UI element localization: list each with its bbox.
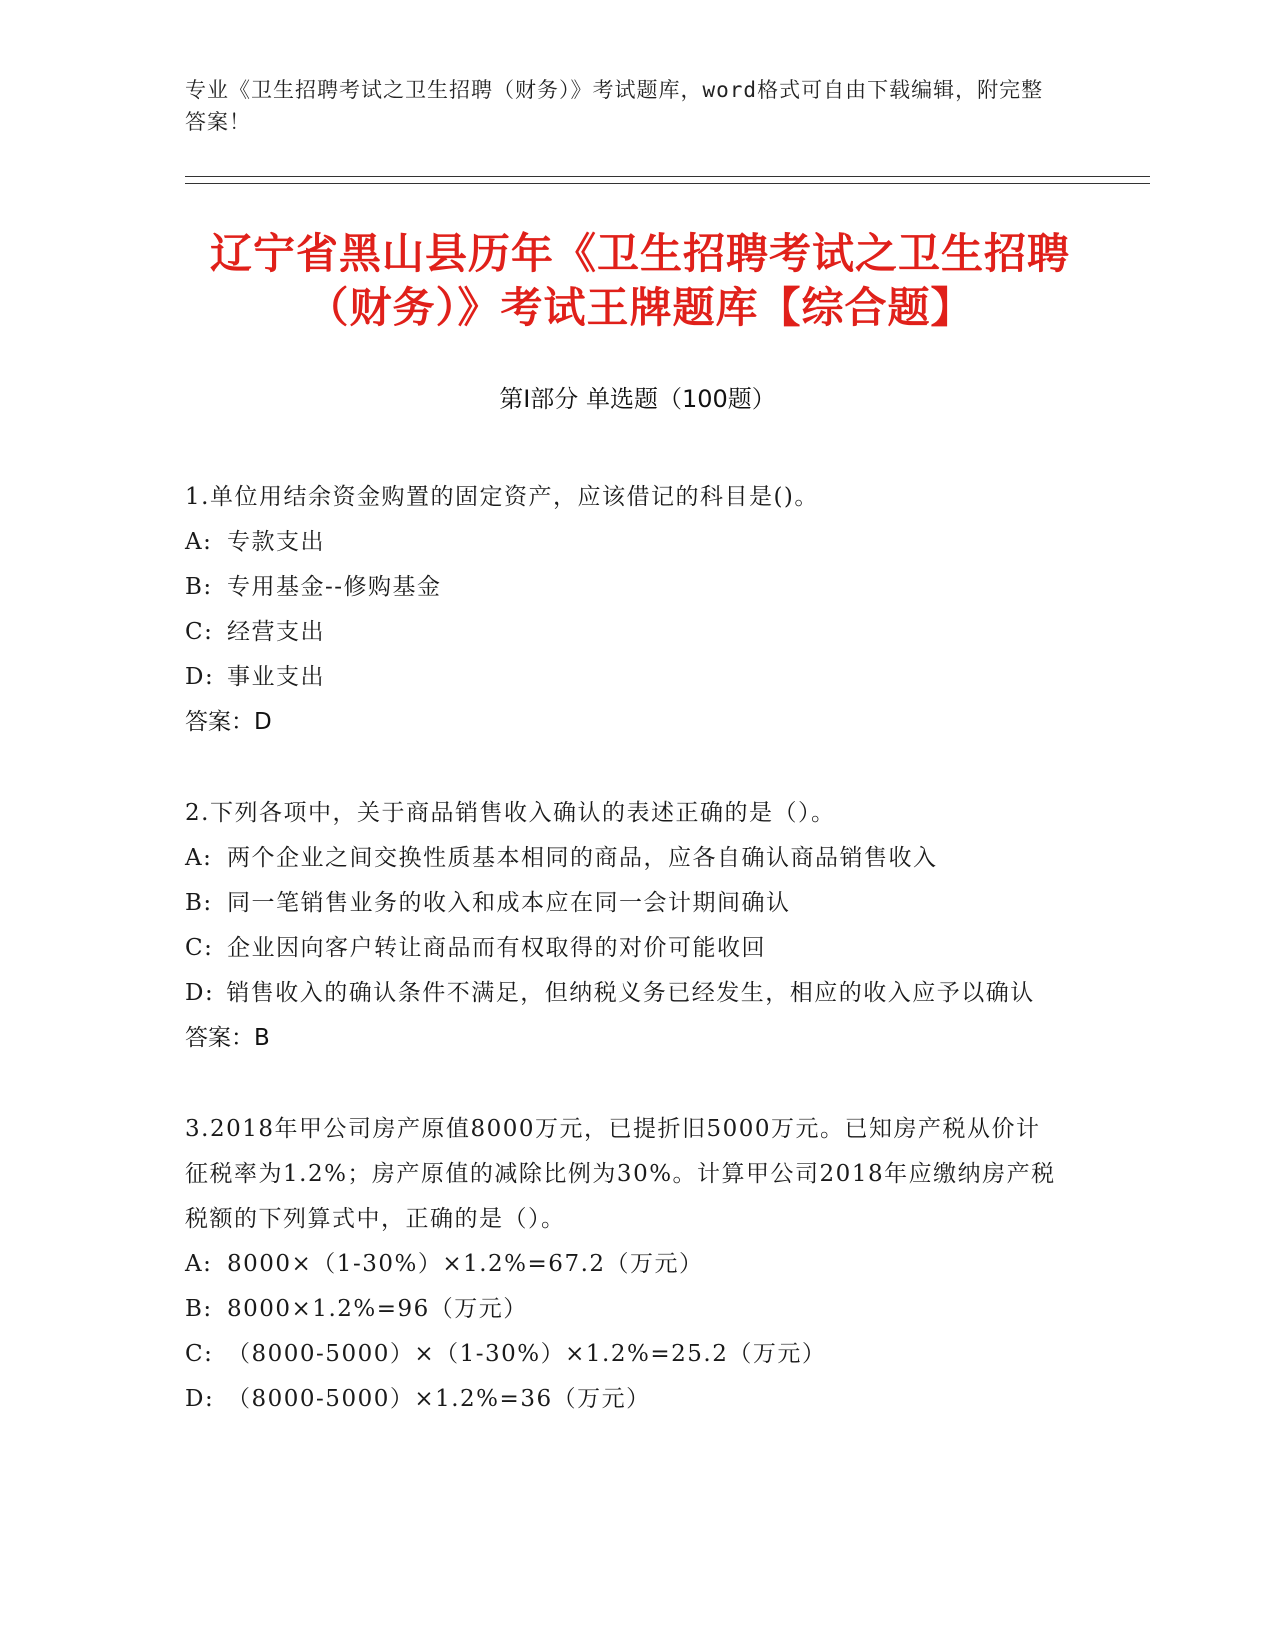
option-text: 企业因向客户转让商品而有权取得的对价可能收回 <box>227 935 766 961</box>
option-key: D: <box>185 1386 215 1412</box>
option-a <box>185 1242 1065 1287</box>
option-text: （8000-5000）×1.2%=36（万元） <box>227 1386 651 1412</box>
option-b <box>185 565 1065 610</box>
option-b <box>185 1287 1065 1332</box>
question-stem: 2.下列各项中，关于商品销售收入确认的表述正确的是（）。 <box>185 800 836 826</box>
option-key: A: <box>185 529 213 555</box>
option-key: B: <box>185 890 213 916</box>
answer-line: 答案：B <box>185 1025 270 1051</box>
option-a <box>185 520 1065 565</box>
option-d <box>185 1377 1065 1422</box>
option-text: 销售收入的确认条件不满足，但纳税义务已经发生，相应的收入应予以确认 <box>226 980 1035 1006</box>
option-text: 专用基金--修购基金 <box>227 574 442 600</box>
option-text: 专款支出 <box>227 529 325 555</box>
option-d <box>185 655 1065 700</box>
option-key: C: <box>185 619 214 645</box>
option-b <box>185 881 1065 926</box>
option-key: C: <box>185 1341 214 1367</box>
option-text: 8000×（1-30%）×1.2%=67.2（万元） <box>227 1251 704 1277</box>
option-d <box>185 971 1065 1016</box>
answer-line: 答案：D <box>185 709 272 735</box>
option-text: 事业支出 <box>227 664 325 690</box>
header-note: 专业《卫生招聘考试之卫生招聘（财务）》考试题库，word格式可自由下载编辑，附完整答案！ <box>185 78 1044 134</box>
option-key: B: <box>185 574 213 600</box>
option-a <box>185 836 1065 881</box>
option-key: A: <box>185 845 213 871</box>
option-text: 8000×1.2%=96（万元） <box>227 1296 528 1322</box>
section-heading: 第Ⅰ部分 单选题（100题） <box>499 385 776 413</box>
option-c <box>185 610 1065 655</box>
question-item <box>185 1107 1065 1422</box>
header-divider-top <box>185 176 1150 177</box>
option-key: D: <box>185 980 215 1006</box>
question-stem: 1.单位用结余资金购置的固定资产，应该借记的科目是()。 <box>185 484 819 510</box>
option-c <box>185 926 1065 971</box>
option-key: D: <box>185 664 215 690</box>
option-key: A: <box>185 1251 213 1277</box>
question-stem: 3.2018年甲公司房产原值8000万元，已提折旧5000万元。已知房产税从价计征税率为1.2%；房产原值的减除比例为30%。计算甲公司2018年应缴纳房产税税额的下列算式中，正确的是（）。 <box>185 1116 1056 1232</box>
header-divider-bottom <box>185 183 1150 184</box>
question-list <box>185 475 1065 1468</box>
option-text: 两个企业之间交换性质基本相同的商品，应各自确认商品销售收入 <box>227 845 938 871</box>
document-title: 辽宁省黑山县历年《卫生招聘考试之卫生招聘（财务）》考试王牌题库【综合题】 <box>209 229 1070 332</box>
option-c <box>185 1332 1065 1377</box>
option-text: 经营支出 <box>227 619 325 645</box>
option-key: B: <box>185 1296 213 1322</box>
option-key: C: <box>185 935 214 961</box>
question-item <box>185 475 1065 745</box>
option-text: （8000-5000）×（1-30%）×1.2%=25.2（万元） <box>227 1341 827 1367</box>
question-item <box>185 791 1065 1061</box>
option-text: 同一笔销售业务的收入和成本应在同一会计期间确认 <box>227 890 791 916</box>
